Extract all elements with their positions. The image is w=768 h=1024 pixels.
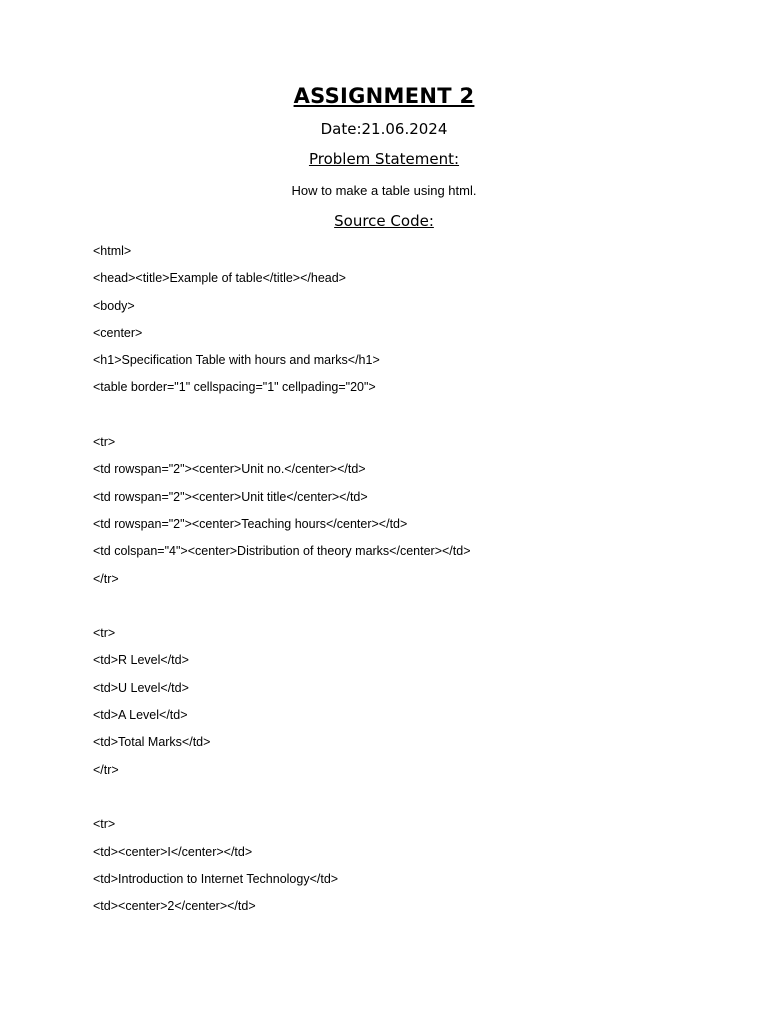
source-code-block (93, 243, 713, 925)
code-line-blank (93, 407, 713, 434)
code-line: <td>Introduction to Internet Technology</td> (93, 871, 339, 886)
code-line: <td rowspan="2"><center>Unit no.</center></td> (93, 462, 366, 477)
code-line-blank (93, 598, 713, 625)
code-line: <tr> (93, 626, 116, 641)
code-line: <body> (93, 298, 135, 313)
code-line: </tr> (93, 571, 119, 586)
code-line: <td>U Level</td> (93, 680, 189, 695)
assignment-date: Date:21.06.2024 (320, 120, 448, 138)
code-line: <head><title>Example of table</title></head> (93, 271, 346, 286)
code-line: <tr> (93, 435, 116, 450)
code-line: <td>A Level</td> (93, 708, 188, 723)
code-line: </tr> (93, 762, 119, 777)
code-line: <td colspan="4"><center>Distribution of theory marks</center></td> (93, 544, 471, 559)
code-line: <td>Total Marks</td> (93, 735, 211, 750)
code-line: <td><center>I</center></td> (93, 844, 253, 859)
code-line: <h1>Specification Table with hours and marks</h1> (93, 353, 380, 368)
code-line: <td rowspan="2"><center>Unit title</center></td> (93, 489, 368, 504)
code-line: <td rowspan="2"><center>Teaching hours</center></td> (93, 516, 408, 531)
assignment-title: ASSIGNMENT 2 (293, 84, 475, 108)
code-line: <tr> (93, 817, 116, 832)
code-line: <center> (93, 325, 143, 340)
problem-statement-text: How to make a table using html. (291, 183, 477, 198)
code-line: <td><center>2</center></td> (93, 899, 256, 914)
source-code-heading: Source Code: (334, 212, 434, 230)
code-line: <html> (93, 244, 132, 258)
code-line-blank (93, 789, 713, 816)
problem-statement-heading: Problem Statement: (308, 150, 460, 168)
code-line: <table border="1" cellspacing="1" cellpading="20"> (93, 380, 376, 395)
code-line: <td>R Level</td> (93, 653, 189, 668)
